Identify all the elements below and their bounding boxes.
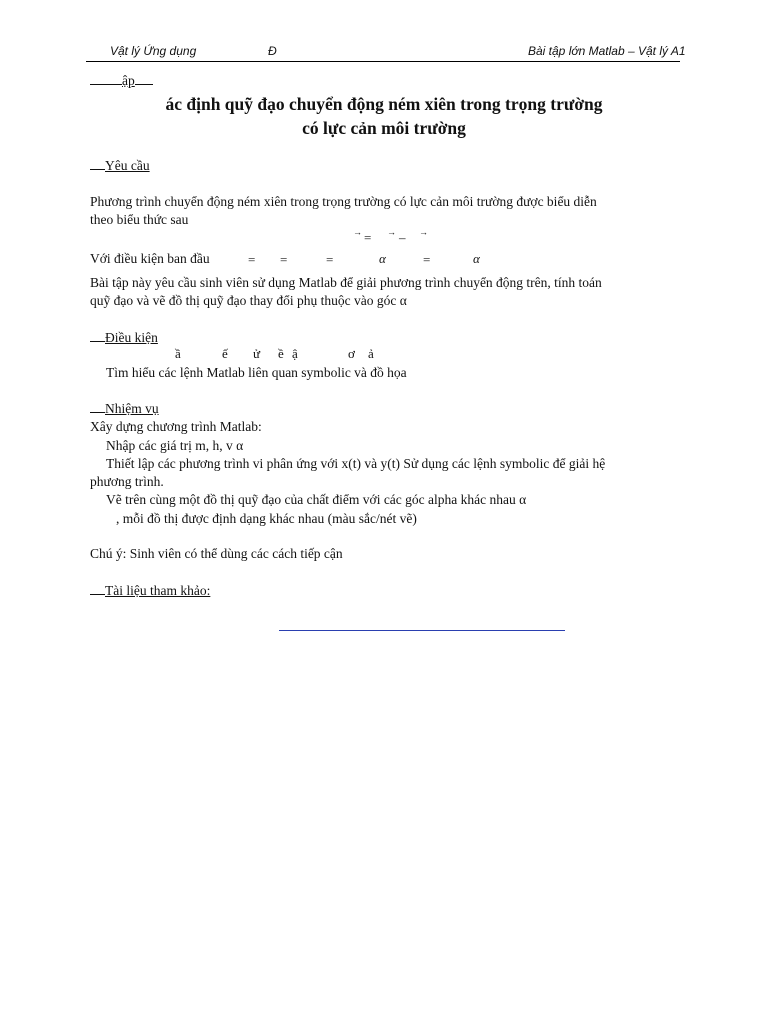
requirements-para2-line1: Bài tập này yêu cầu sinh viên sử dụng Matlab để giải phương trình chuyển động trên, tính toán (90, 275, 602, 290)
tasks-item-2-line2: phương trình. (90, 474, 164, 489)
conditions-fragment-4: ề (278, 346, 284, 361)
initial-conditions-label: Với điều kiện ban đầu (90, 251, 210, 266)
tasks-item-1: Nhập các giá trị m, h, v α (106, 438, 244, 453)
ic-symbol-1: = (248, 252, 256, 267)
equation-arrow-2: → (387, 227, 396, 237)
ic-symbol-2: = (280, 252, 288, 267)
conditions-fragment-2: ế (222, 346, 228, 361)
conditions-fragment-5: ậ (292, 346, 298, 361)
requirements-para1-line1: Phương trình chuyển động ném xiên trong trọng trường có lực cản môi trường được biểu diễn (90, 194, 597, 209)
page-title-line2: có lực cản môi trường (302, 118, 466, 138)
page-title-line1: ác định quỹ đạo chuyển động ném xiên trong trọng trường (165, 94, 603, 114)
section-tasks-heading: Nhiệm vụ (90, 400, 159, 417)
reference-link[interactable] (279, 630, 565, 631)
note: Chú ý: Sinh viên có thể dùng các cách tiếp cận (90, 546, 343, 561)
section-references-heading: Tài liệu tham khảo: (90, 582, 210, 599)
tasks-item-2-line1: Thiết lập các phương trình vi phân ứng với x(t) và y(t) Sử dụng các lệnh symbolic để giải hệ (106, 456, 606, 471)
requirements-para2-line2: quỹ đạo và vẽ đồ thị quỹ đạo thay đổi phụ thuộc vào góc α (90, 293, 407, 308)
header-right: Bài tập lớn Matlab – Vật lý A1 (528, 44, 686, 58)
equation-minus: – (399, 230, 406, 245)
equation-arrow-1: → (353, 227, 362, 237)
header-left: Vật lý Ứng dụng (110, 44, 197, 58)
tasks-item-3-cont: , mỗi đồ thị được định dạng khác nhau (màu sắc/nét vẽ) (116, 511, 417, 526)
tasks-intro: Xây dựng chương trình Matlab: (90, 419, 262, 434)
requirements-para1-line2: theo biểu thức sau (90, 212, 189, 227)
ic-alpha-1: α (379, 251, 386, 266)
conditions-fragment-1: ầ (175, 346, 181, 361)
conditions-item: Tìm hiểu các lệnh Matlab liên quan symbolic và đồ họa (106, 365, 407, 380)
equation-arrow-3: → (419, 227, 428, 237)
ic-symbol-4: = (423, 252, 431, 267)
conditions-fragment-3: ử (253, 346, 261, 361)
equation-equals: = (364, 230, 372, 245)
tasks-item-3: Vẽ trên cùng một đồ thị quỹ đạo của chất điểm với các góc alpha khác nhau α (106, 492, 527, 507)
section-requirements-heading: Yêu cầu (90, 157, 150, 174)
ic-symbol-3: = (326, 252, 334, 267)
conditions-fragment-6: ơ (348, 346, 355, 361)
conditions-fragment-7: ả (368, 346, 374, 361)
assignment-label: ập (90, 72, 153, 89)
ic-alpha-2: α (473, 251, 480, 266)
header-rule (86, 61, 680, 62)
section-conditions-heading: Điều kiện (90, 329, 158, 346)
header-middle: Đ (268, 44, 277, 58)
